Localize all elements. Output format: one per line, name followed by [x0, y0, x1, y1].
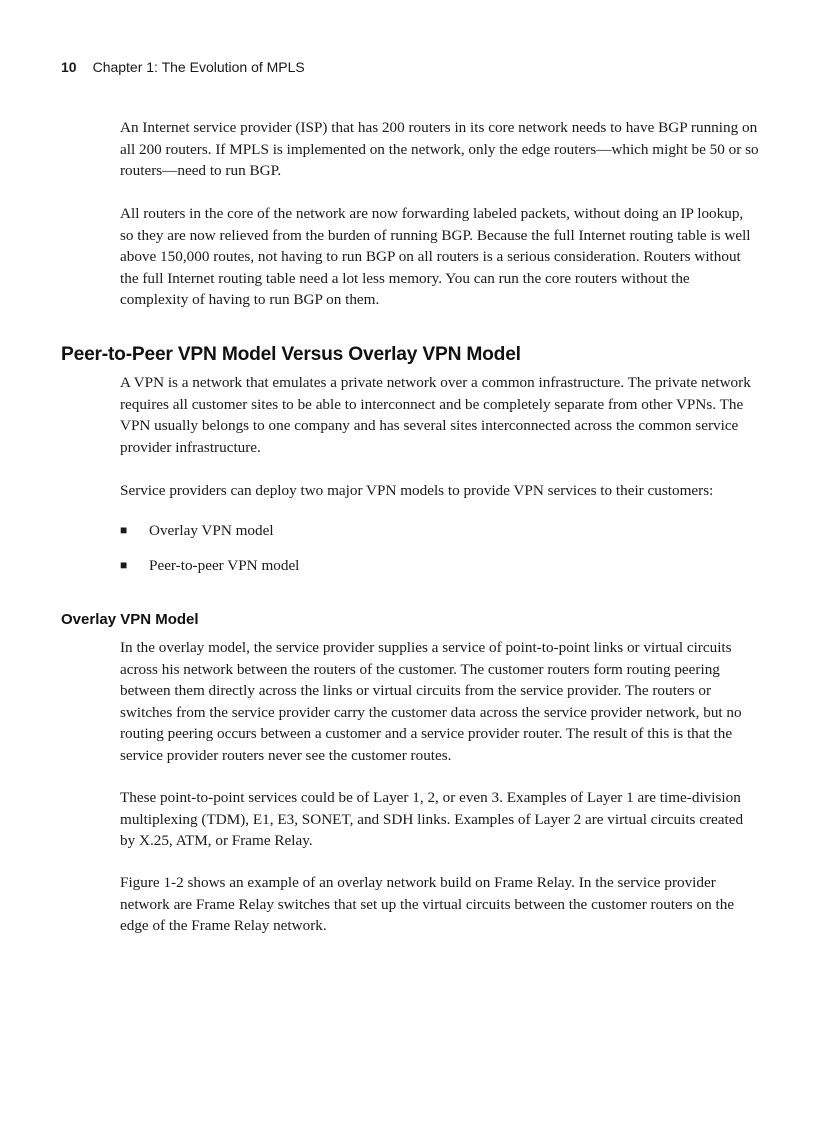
- paragraph-core-routers: All routers in the core of the network are now forwarding labeled packets, without doing an IP lookup, so they are now relieved from the burden of running BGP. Because the full Internet routing table is well above 150,000 routes, not having to run BGP on all routers is a serious consideration. Routers without the full Internet routing table need a lot less memory. You can run the core routers without the complexity of having to run BGP on them.: [120, 205, 751, 309]
- subsection-heading-overlay-vpn: Overlay VPN Model: [61, 611, 199, 628]
- page-number: 10: [61, 59, 77, 75]
- list-item-peer-to-peer: [120, 555, 299, 577]
- paragraph-figure-reference: Figure 1-2 shows an example of an overlay network build on Frame Relay. In the service provider network are Frame Relay switches that set up the virtual circuits between the customer routers on the edge of the Frame Relay network.: [120, 874, 735, 935]
- bullet-text: Overlay VPN model: [149, 522, 274, 539]
- chapter-title: Chapter 1: The Evolution of MPLS: [92, 59, 305, 75]
- bullet-square-icon: ■: [120, 558, 128, 572]
- paragraph-vpn-definition: A VPN is a network that emulates a private network over a common infrastructure. The private network requires all customer sites to be able to interconnect and be completely separate from other VPNs. The VPN usually belongs to one company and has several sites interconnected across the common service provider infrastructure.: [120, 374, 751, 456]
- running-header: [61, 59, 305, 75]
- paragraph-overlay-model: In the overlay model, the service provider supplies a service of point-to-point links or virtual circuits across his network between the routers of the customer. The customer routers form routing peering between them directly across the links or virtual circuits from the service provider. The routers or switches from the service provider carry the customer data across the service provider network, but no routing peering occurs between a customer and a service provider router. The result of this is that the service provider routers never see the customer routes.: [120, 639, 742, 764]
- bullet-square-icon: ■: [120, 523, 128, 537]
- paragraph-layer-services: These point-to-point services could be of Layer 1, 2, or even 3. Examples of Layer 1 are time-division multiplexing (TDM), E1, E3, SONET, and SDH links. Examples of Layer 2 are virtual circuits created by X.25, ATM, or Frame Relay.: [120, 789, 744, 850]
- paragraph-isp-bgp: An Internet service provider (ISP) that has 200 routers in its core network needs to have BGP running on all 200 routers. If MPLS is implemented on the network, only the edge routers—which might be 50 or so routers—need to run BGP.: [120, 119, 759, 180]
- bullet-text: Peer-to-peer VPN model: [149, 557, 300, 574]
- list-item-overlay: [120, 520, 274, 542]
- section-heading-vpn-models: Peer-to-Peer VPN Model Versus Overlay VPN Model: [61, 344, 521, 365]
- paragraph-vpn-models-intro: Service providers can deploy two major VPN models to provide VPN services to their customers:: [120, 482, 714, 499]
